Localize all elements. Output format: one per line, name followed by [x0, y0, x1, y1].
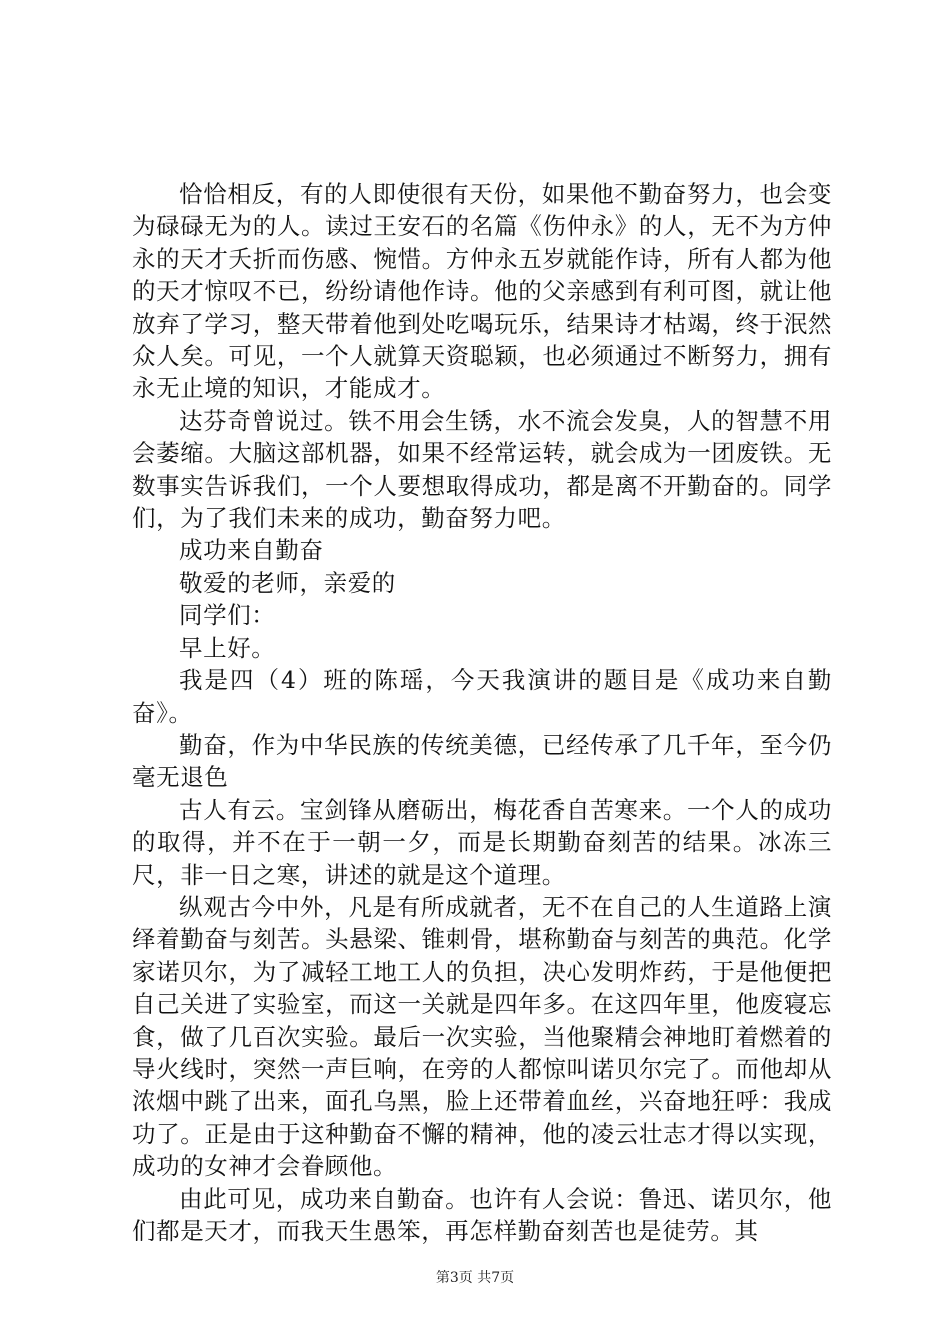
document-body: [132, 178, 832, 1247]
greeting-line-1: 敬爱的老师，亲爱的: [179, 568, 396, 597]
paragraph-introduction: 我是四（4）班的陈瑶，今天我演讲的题目是《成功来自勤奋》。: [132, 666, 832, 727]
paragraph-2: 达芬奇曾说过。铁不用会生锈，水不流会发臭，人的智慧不用会萎缩。大脑这部机器，如果不经常运转，就会成为一团废铁。无数事实告诉我们，一个人要想取得成功，都是离不开勤奋的。同学们，为了我们未来的成功，勤奋努力吧。: [132, 406, 832, 533]
speech-title: 成功来自勤奋: [179, 536, 324, 565]
paragraph-nobel: 纵观古今中外，凡是有所成就者，无不在自己的人生道路上演绎着勤奋与刻苦。头悬梁、锥刺骨，堪称勤奋与刻苦的典范。化学家诺贝尔，为了减轻工地工人的负担，决心发明炸药，于是他便把自己关进了实验室，而这一关就是四年多。在这四年里，他废寝忘食，做了几百次实验。最后一次实验，当他聚精会神地盯着燃着的导火线时，突然一声巨响，在旁的人都惊叫诺贝尔完了。而他却从浓烟中跳了出来，面孔乌黑，脸上还带着血丝，兴奋地狂呼：我成功了。正是由于这种勤奋不懈的精神，他的凌云壮志才得以实现，成功的女神才会眷顾他。: [132, 892, 832, 1181]
greeting-line-2: 同学们：: [179, 601, 276, 630]
greeting-line-3: 早上好。: [179, 633, 276, 662]
paragraph-diligence: 勤奋，作为中华民族的传统美德，已经传承了几千年，至今仍毫无退色: [132, 730, 832, 792]
paragraph-ancients: 古人有云。宝剑锋从磨砺出，梅花香自苦寒来。一个人的成功的取得，并不在于一朝一夕，而是长期勤奋刻苦的结果。冰冻三尺，非一日之寒，讲述的就是这个道理。: [132, 795, 832, 889]
page-footer: 第3页 共7页: [435, 1270, 515, 1286]
paragraph-1: 恰恰相反，有的人即使很有天份，如果他不勤奋努力，也会变为碌碌无为的人。读过王安石的名篇《伤仲永》的人，无不为方仲永的天才夭折而伤感、惋惜。方仲永五岁就能作诗，所有人都为他的天才惊叹不已，纷纷请他作诗。他的父亲感到有利可图，就让他放弃了学习，整天带着他到处吃喝玩乐，结果诗才枯竭，终于泯然众人矣。可见，一个人就算天资聪颖，也必须通过不断努力，拥有永无止境的知识，才能成才。: [132, 180, 832, 403]
paragraph-conclusion: 由此可见，成功来自勤奋。也许有人会说：鲁迅、诺贝尔，他们都是天才，而我天生愚笨，再怎样勤奋刻苦也是徒劳。其: [132, 1184, 832, 1245]
